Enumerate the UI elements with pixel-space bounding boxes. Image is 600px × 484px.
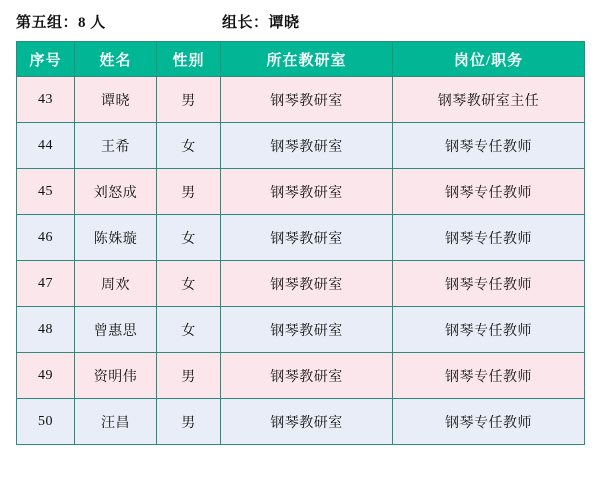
cell-sex: 女 <box>157 261 221 307</box>
cell-index: 43 <box>17 77 75 123</box>
cell-index: 47 <box>17 261 75 307</box>
table-row <box>17 353 585 399</box>
cell-index: 45 <box>17 169 75 215</box>
cell-sex: 女 <box>157 307 221 353</box>
column-header-post: 岗位/职务 <box>393 42 585 77</box>
table-row <box>17 261 585 307</box>
cell-dept: 钢琴教研室 <box>221 123 393 169</box>
cell-sex: 男 <box>157 399 221 445</box>
cell-name: 谭晓 <box>75 77 157 123</box>
cell-dept: 钢琴教研室 <box>221 169 393 215</box>
group-leader-label: 组长：谭晓 <box>222 15 300 31</box>
cell-sex: 男 <box>157 353 221 399</box>
table-header-row <box>17 42 585 77</box>
cell-sex: 女 <box>157 123 221 169</box>
cell-post: 钢琴专任教师 <box>393 399 585 445</box>
group-header <box>0 0 600 41</box>
cell-post: 钢琴专任教师 <box>393 169 585 215</box>
cell-name: 资明伟 <box>75 353 157 399</box>
column-header-sex: 性别 <box>157 42 221 77</box>
cell-name: 陈姝璇 <box>75 215 157 261</box>
table-row <box>17 399 585 445</box>
cell-sex: 女 <box>157 215 221 261</box>
column-header-name: 姓名 <box>75 42 157 77</box>
cell-sex: 男 <box>157 77 221 123</box>
cell-index: 50 <box>17 399 75 445</box>
table-row <box>17 307 585 353</box>
cell-post: 钢琴专任教师 <box>393 261 585 307</box>
cell-post: 钢琴教研室主任 <box>393 77 585 123</box>
group-count-label: 第五组：8 人 <box>16 15 106 31</box>
cell-index: 44 <box>17 123 75 169</box>
cell-name: 王希 <box>75 123 157 169</box>
cell-sex: 男 <box>157 169 221 215</box>
table-row <box>17 215 585 261</box>
table-row <box>17 123 585 169</box>
cell-name: 汪昌 <box>75 399 157 445</box>
cell-name: 周欢 <box>75 261 157 307</box>
cell-dept: 钢琴教研室 <box>221 77 393 123</box>
cell-index: 48 <box>17 307 75 353</box>
cell-dept: 钢琴教研室 <box>221 215 393 261</box>
cell-post: 钢琴专任教师 <box>393 353 585 399</box>
cell-dept: 钢琴教研室 <box>221 353 393 399</box>
roster-table <box>16 41 585 445</box>
cell-post: 钢琴专任教师 <box>393 123 585 169</box>
column-header-index: 序号 <box>17 42 75 77</box>
column-header-dept: 所在教研室 <box>221 42 393 77</box>
cell-dept: 钢琴教研室 <box>221 307 393 353</box>
cell-name: 刘怒成 <box>75 169 157 215</box>
cell-index: 49 <box>17 353 75 399</box>
cell-post: 钢琴专任教师 <box>393 307 585 353</box>
cell-dept: 钢琴教研室 <box>221 261 393 307</box>
cell-name: 曾惠思 <box>75 307 157 353</box>
table-row <box>17 169 585 215</box>
cell-index: 46 <box>17 215 75 261</box>
table-row <box>17 77 585 123</box>
cell-post: 钢琴专任教师 <box>393 215 585 261</box>
cell-dept: 钢琴教研室 <box>221 399 393 445</box>
